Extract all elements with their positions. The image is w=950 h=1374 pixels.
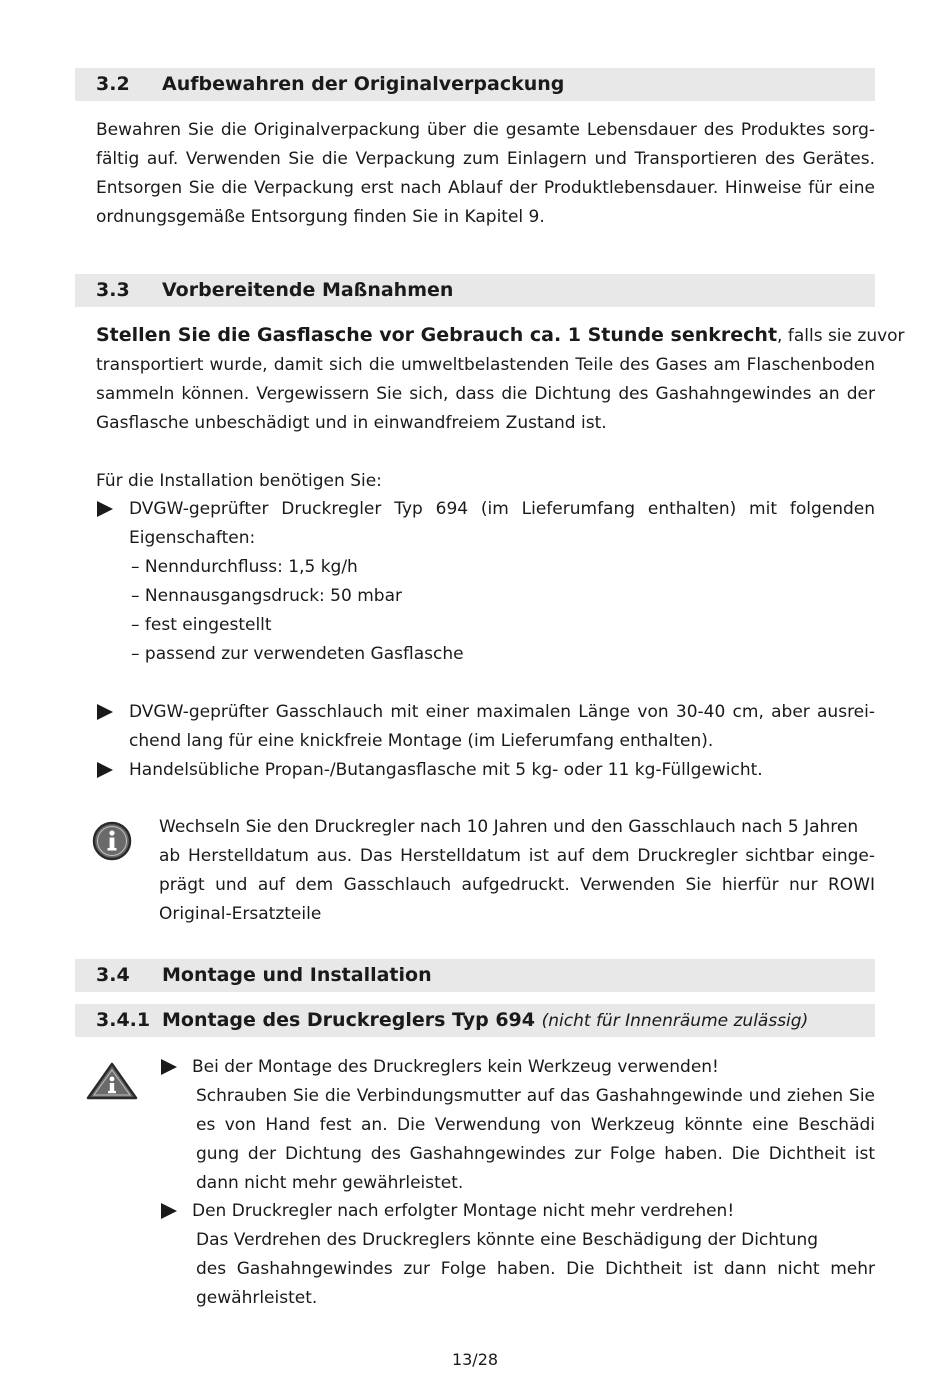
warning-line: gewährleistet.: [196, 1288, 318, 1308]
bullet-triangle-icon: [97, 762, 113, 778]
section-heading-3-4: [75, 959, 875, 992]
section-number: 3.2: [96, 73, 130, 95]
list-item-line: DVGW-geprüfter Druckregler Typ 694 (im Lieferumfang enthalten) mit folgenden: [129, 499, 875, 519]
bullet-triangle-icon: [161, 1203, 177, 1219]
section-title: Montage und Installation: [162, 964, 432, 986]
list-item-line: chend lang für eine knickfreie Montage (im Lieferumfang enthalten).: [129, 731, 714, 751]
sub-item: – fest eingestellt: [131, 615, 272, 635]
info-line: ab Herstelldatum aus. Das Herstelldatum ist auf dem Druckregler sichtbar einge-: [159, 846, 875, 866]
info-icon: [92, 821, 132, 861]
info-line: Original-Ersatzteile: [159, 904, 322, 924]
list-item-line: DVGW-geprüfter Gasschlauch mit einer maximalen Länge von 30-40 cm, aber ausrei-: [129, 702, 875, 722]
section-number: 3.4.1: [96, 1009, 151, 1031]
warning-icon: [86, 1062, 138, 1100]
body-line: fältig auf. Verwenden Sie die Verpackung zum Einlagern und Transportieren des Gerätes.: [96, 149, 875, 169]
warning-line: gung der Dichtung des Gashahngewindes zur Folge haben. Die Dichtheit ist: [196, 1144, 875, 1164]
warning-line: Das Verdrehen des Druckreglers könnte eine Beschädigung der Dichtung: [196, 1230, 819, 1250]
section-heading-3-3: [75, 274, 875, 307]
section-title-note: (nicht für Innenräume zulässig): [541, 1011, 809, 1031]
section-title: Vorbereitende Maßnahmen: [162, 279, 454, 301]
info-line: prägt und auf dem Gasschlauch aufgedruckt. Verwenden Sie hierfür nur ROWI: [159, 875, 875, 895]
section-number: 3.3: [96, 279, 130, 301]
body-line: transportiert wurde, damit sich die umweltbelastenden Teile des Gases am Flaschenboden: [96, 355, 875, 375]
bullet-triangle-icon: [161, 1059, 177, 1075]
bullet-triangle-icon: [97, 501, 113, 517]
bullet-triangle-icon: [97, 704, 113, 720]
intro-line: [96, 321, 905, 351]
warning-line: Schrauben Sie die Verbindungsmutter auf das Gashahngewinde und ziehen Sie: [196, 1086, 875, 1106]
warning-line: es von Hand fest an. Die Verwendung von Werkzeug könnte eine Beschädi: [196, 1115, 875, 1135]
warning-line: des Gashahngewindes zur Folge haben. Die Dichtheit ist dann nicht mehr: [196, 1259, 875, 1279]
body-line: sammeln können. Vergewissern Sie sich, dass die Dichtung des Gashahngewindes an der: [96, 384, 875, 404]
sub-item: – passend zur verwendeten Gasflasche: [131, 644, 464, 664]
body-line: Entsorgen Sie die Verpackung erst nach Ablauf der Produktlebensdauer. Hinweise für eine: [96, 178, 875, 198]
list-item-line: Eigenschaften:: [129, 528, 256, 548]
warning-line: dann nicht mehr gewährleistet.: [196, 1173, 464, 1193]
warning-headline: Den Druckregler nach erfolgter Montage nicht mehr verdrehen!: [192, 1201, 735, 1221]
intro-bold-text: Stellen Sie die Gasflasche vor Gebrauch ca. 1 Stunde senkrecht: [96, 324, 778, 346]
warning-headline: Bei der Montage des Druckreglers kein Werkzeug verwenden!: [192, 1057, 719, 1077]
sub-item: – Nennausgangsdruck: 50 mbar: [131, 586, 402, 606]
intro-rest-text: , falls sie zuvor: [777, 326, 905, 346]
section-number: 3.4: [96, 964, 130, 986]
body-line: Bewahren Sie die Originalverpackung über die gesamte Lebensdauer des Produktes sorg-: [96, 120, 875, 140]
sub-item: – Nenndurchfluss: 1,5 kg/h: [131, 557, 358, 577]
section-title: Aufbewahren der Originalverpackung: [162, 73, 565, 95]
requirements-label: Für die Installation benötigen Sie:: [96, 471, 382, 491]
list-item-line: Handelsübliche Propan-/Butangasflasche mit 5 kg- oder 11 kg-Füllgewicht.: [129, 760, 763, 780]
info-line: Wechseln Sie den Druckregler nach 10 Jahren und den Gasschlauch nach 5 Jahren: [159, 817, 859, 837]
section-heading-3-2: [75, 68, 875, 101]
body-line: ordnungsgemäße Entsorgung finden Sie in Kapitel 9.: [96, 207, 545, 227]
page-number: 13/28: [451, 1350, 499, 1369]
body-line: Gasflasche unbeschädigt und in einwandfreiem Zustand ist.: [96, 413, 607, 433]
section-title: Montage des Druckreglers Typ 694: [162, 1009, 535, 1031]
section-heading-3-4-1: [75, 1004, 875, 1037]
